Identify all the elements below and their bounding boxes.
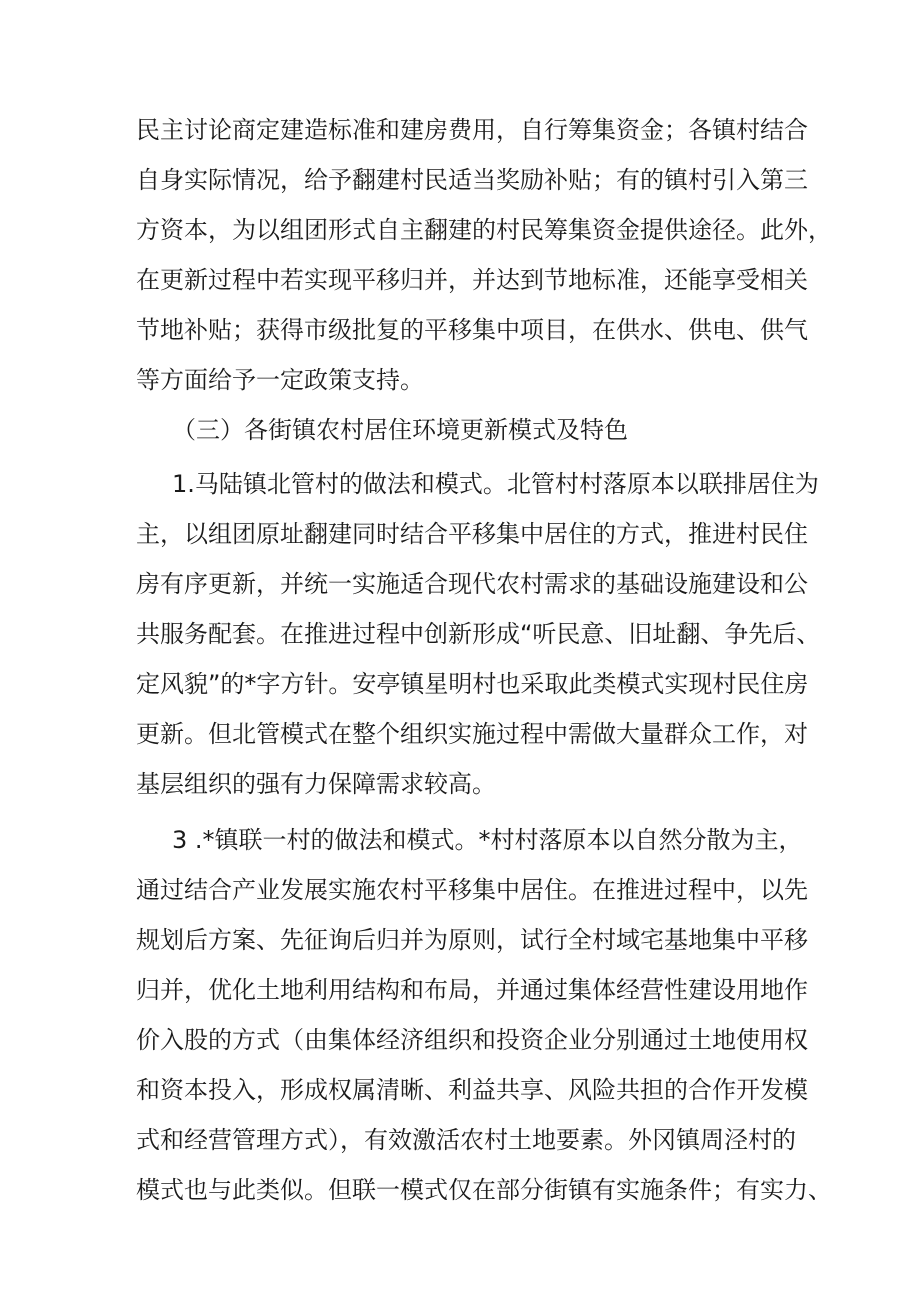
text-line: 通过结合产业发展实施农村平移集中居住。在推进过程中，以先 bbox=[136, 876, 808, 904]
section-heading: （三）各街镇农村居住环境更新模式及特色 bbox=[172, 416, 628, 444]
text-line: 方资本，为以组团形式自主翻建的村民筹集资金提供途径。此外， bbox=[136, 216, 832, 244]
text-line: 基层组织的强有力保障需求较高。 bbox=[136, 770, 496, 798]
text-line: 共服务配套。在推进过程中创新形成“听民意、旧址翻、争先后、 bbox=[136, 620, 821, 648]
text-line: 模式也与此类似。但联一模式仅在部分街镇有实施条件；有实力、 bbox=[136, 1176, 832, 1204]
text-line: 归并，优化土地利用结构和布局，并通过集体经营性建设用地作 bbox=[136, 976, 808, 1004]
text-line: 规划后方案、先征询后归并为原则，试行全村域宅基地集中平移 bbox=[136, 926, 808, 954]
text-line: 自身实际情况，给予翻建村民适当奖励补贴；有的镇村引入第三 bbox=[136, 166, 808, 194]
text-line: 更新。但北管模式在整个组织实施过程中需做大量群众工作，对 bbox=[136, 720, 808, 748]
text-line: 3 .*镇联一村的做法和模式。*村村落原本以自然分散为主， bbox=[172, 826, 803, 854]
text-line: 价入股的方式（由集体经济组织和投资企业分别通过土地使用权 bbox=[136, 1026, 808, 1054]
text-line: 式和经营管理方式），有效激活农村土地要素。外冈镇周泾村的 bbox=[136, 1126, 796, 1154]
text-line: 节地补贴；获得市级批复的平移集中项目，在供水、供电、供气 bbox=[136, 316, 808, 344]
text-line: 定风貌”的*字方针。安亭镇星明村也采取此类模式实现村民住房 bbox=[136, 670, 809, 698]
text-line: 民主讨论商定建造标准和建房费用，自行筹集资金；各镇村结合 bbox=[136, 116, 808, 144]
text-line: 和资本投入，形成权属清晰、利益共享、风险共担的合作开发模 bbox=[136, 1076, 808, 1104]
text-line: 在更新过程中若实现平移归并，并达到节地标准，还能享受相关 bbox=[136, 266, 808, 294]
text-line: 房有序更新，并统一实施适合现代农村需求的基础设施建设和公 bbox=[136, 570, 808, 598]
text-line: 等方面给予一定政策支持。 bbox=[136, 366, 424, 394]
text-line: 1.马陆镇北管村的做法和模式。北管村村落原本以联排居住为 bbox=[172, 470, 819, 498]
text-line: 主，以组团原址翻建同时结合平移集中居住的方式，推进村民住 bbox=[136, 520, 808, 548]
